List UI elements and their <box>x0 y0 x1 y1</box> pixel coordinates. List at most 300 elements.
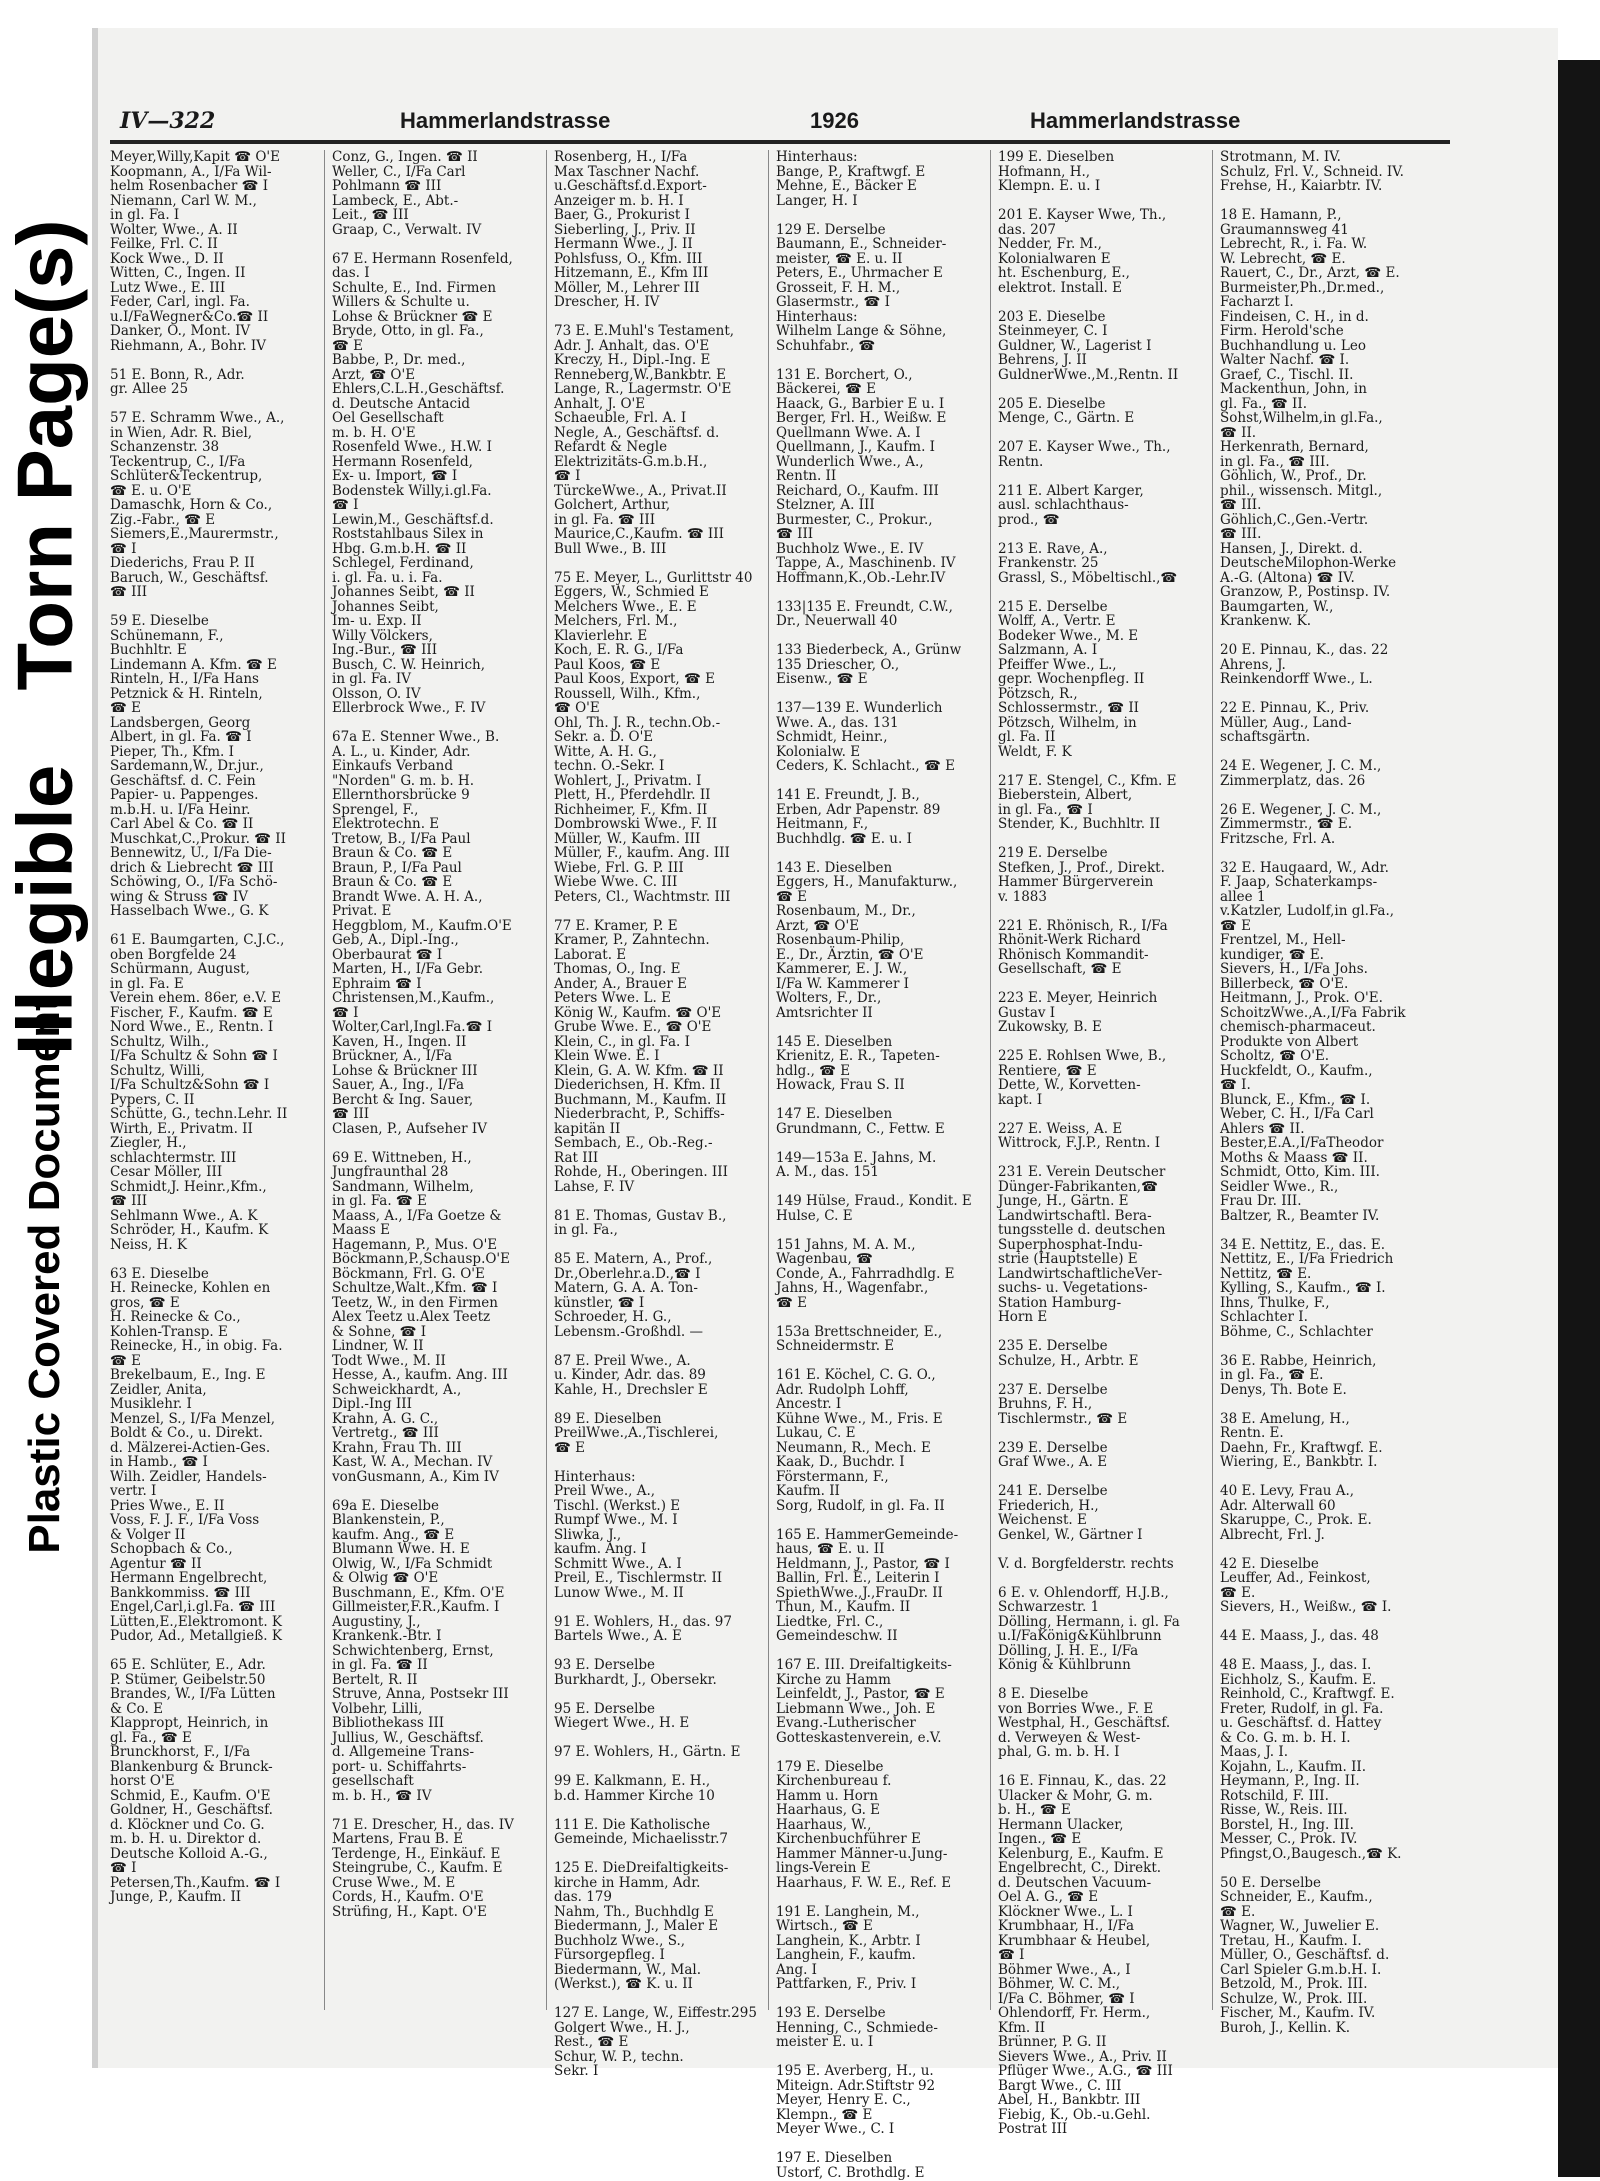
directory-line: Howack, Frau S. II <box>776 1077 905 1093</box>
directory-line: Baruch, W., Geschäftsf. <box>110 569 269 586</box>
directory-line: Sliwka, J., <box>554 1526 622 1543</box>
directory-line: Lewin,M., Geschäftsf.d. <box>332 511 494 528</box>
directory-line: 203 E. Dieselbe <box>998 308 1106 325</box>
directory-line: meister E. u. I <box>776 2034 874 2050</box>
directory-line: 77 E. Kramer, P. E <box>554 917 678 934</box>
directory-line: Böhmer, W. C. M., <box>998 1976 1121 1992</box>
directory-line: Ex- u. Import, ☎ I <box>332 468 458 484</box>
directory-line: Nedder, Fr. M., <box>998 236 1102 252</box>
directory-line: Haarhaus, W., <box>776 1816 872 1833</box>
directory-line: Hermann Rosenfeld, <box>332 453 473 470</box>
directory-line <box>776 1354 976 1369</box>
directory-line: i. gl. Fa. u. i. Fa. <box>332 569 443 586</box>
directory-line: 93 E. Derselbe <box>554 1657 656 1673</box>
directory-line: Station Hamburg- <box>998 1294 1122 1311</box>
directory-line: Augustiny, J., <box>332 1613 421 1630</box>
directory-line: 217 E. Stengel, C., Kfm. E <box>998 772 1177 789</box>
directory-line: 69a E. Dieselbe <box>332 1497 439 1514</box>
directory-line: Brandt Wwe. A. H. A., <box>332 888 483 905</box>
directory-line: Sehlmann Wwe., A. K <box>110 1207 258 1224</box>
directory-line: u.I/FaWegner&Co.☎ II <box>110 308 269 325</box>
directory-line: Jahns, H., Wagenfabr., <box>776 1280 929 1296</box>
directory-line: Grosseit, F. H. M., <box>776 279 901 296</box>
directory-line: 125 E. DieDreifaltigkeits- <box>554 1860 729 1876</box>
directory-line: 133 Biederbeck, A., Grünw <box>776 642 962 658</box>
directory-line: das. 207 <box>998 221 1056 238</box>
directory-line: in gl. Fa. ☎ E <box>332 1193 427 1209</box>
directory-line: 213 E. Rave, A., <box>998 540 1108 557</box>
directory-line: Ahrens, J. <box>1220 656 1286 673</box>
directory-line: 89 E. Dieselben <box>554 1410 662 1427</box>
directory-line: Blankenstein, P., <box>332 1512 445 1528</box>
year: 1926 <box>810 108 859 133</box>
directory-line: Krumbhaar, H., I/Fa <box>998 1918 1135 1934</box>
directory-line: Kirche zu Hamm <box>776 1671 891 1688</box>
directory-line: horst O'E <box>110 1773 175 1789</box>
directory-line: suchs- u. Vegetations- <box>998 1280 1148 1296</box>
directory-line: Rhönit-Werk Richard <box>998 932 1141 948</box>
directory-line <box>998 1325 1198 1340</box>
directory-line: 48 E. Maass, J., das. I. <box>1220 1657 1372 1673</box>
directory-line: Sekr. I <box>554 2063 599 2079</box>
directory-line: Mackenthun, John, in <box>1220 381 1367 397</box>
directory-line: 147 E. Dieselben <box>776 1106 893 1122</box>
directory-line <box>1220 687 1440 702</box>
directory-line: 65 E. Schlüter, E., Adr. <box>110 1657 266 1673</box>
directory-line <box>332 1484 532 1499</box>
directory-line: Johannes Seibt, <box>332 598 439 615</box>
directory-line: ☎ E <box>110 1352 141 1369</box>
directory-line <box>554 1687 754 1702</box>
directory-line: Abel, H., Bankbtr. III <box>998 2092 1141 2108</box>
directory-line: schaftsgärtn. <box>1220 729 1311 745</box>
directory-line: in gl. Fa., ☎ III. <box>1220 453 1330 470</box>
directory-line: port- u. Schiffahrts- <box>332 1758 467 1775</box>
directory-line: Peters, Cl., Wachtmstr. III <box>554 888 731 905</box>
directory-line: Buchholz Wwe., E. IV <box>776 540 924 557</box>
directory-line: 161 E. Köchel, C. G. O., <box>776 1367 936 1383</box>
directory-line <box>554 1238 754 1253</box>
directory-line <box>554 904 754 919</box>
directory-line: Bargt Wwe., C. III <box>998 2077 1122 2094</box>
directory-line: Wolters, F., Dr., <box>776 990 882 1006</box>
directory-line: Lohse & Brückner ☎ E <box>332 308 493 325</box>
directory-line: Weber, C. H., I/Fa Carl <box>1220 1106 1374 1122</box>
directory-line: Goldner, H., Geschäftsf. <box>110 1802 273 1818</box>
column-2 <box>332 150 532 2020</box>
directory-line: Blunck, E., Kfm., ☎ I. <box>1220 1091 1371 1108</box>
directory-line: in gl. Fa. IV <box>332 671 412 687</box>
directory-line: Geb, A., Dipl.-Ing., <box>332 932 459 948</box>
directory-line <box>776 1890 976 1905</box>
directory-line: kapt. I <box>998 1091 1043 1108</box>
directory-line: Schultz, Willi, <box>110 1062 205 1079</box>
directory-line: 141 E. Freundt, J. B., <box>776 787 920 803</box>
directory-line <box>1220 1542 1440 1557</box>
directory-line: kapitän II <box>554 1120 621 1137</box>
directory-line: Ohlendorff, Fr. Herm., <box>998 2005 1151 2021</box>
directory-line: Hinterhaus: <box>776 308 858 325</box>
directory-line: Böckmann, Frl. G. O'E <box>332 1265 485 1282</box>
directory-line: Eggers, W., Schmied E <box>554 584 709 600</box>
directory-line: Klavierlehr. E <box>554 627 648 644</box>
directory-line: Bange, P., Kraftwgf. E <box>776 163 926 180</box>
directory-line: 227 E. Weiss, A. E <box>998 1120 1123 1137</box>
directory-line: 59 E. Dieselbe <box>110 613 209 629</box>
directory-line <box>110 397 310 412</box>
directory-line: Huckfeldt, O., Kaufm., <box>1220 1062 1373 1079</box>
directory-line: Klempn. E. u. I <box>998 178 1101 194</box>
directory-line: Stefken, J., Prof., Direkt. <box>998 859 1165 876</box>
directory-line: 22 E. Pinnau, K., Priv. <box>1220 700 1370 716</box>
directory-line: Schwichtenberg, Ernst, <box>332 1642 494 1659</box>
directory-line: Dr.,Oberlehr.a.D.,☎ I <box>554 1265 701 1282</box>
directory-line: Papier- u. Pappenges. <box>110 787 259 803</box>
directory-line: Steinmeyer, C. I <box>998 323 1108 339</box>
directory-line: Sembach, E., Ob.-Reg.- <box>554 1135 713 1151</box>
directory-line: Kaak, D., Buchdr. I <box>776 1454 905 1470</box>
directory-line: Sohst,Wilhelm,in gl.Fa., <box>1220 410 1383 426</box>
directory-line: Neumann, R., Mech. E <box>776 1439 931 1456</box>
directory-line: Diederichs, Frau P. II <box>110 555 255 571</box>
directory-line: 197 E. Dieselben <box>776 2150 893 2166</box>
directory-line: Martens, Frau B. E <box>332 1831 464 1847</box>
directory-line: Babbe, P., Dr. med., <box>332 352 466 368</box>
directory-line: Buchholz Wwe., S., <box>554 1932 686 1949</box>
directory-line: Bankkommiss. ☎ III <box>110 1584 251 1601</box>
directory-line: d. Verweyen & West- <box>998 1729 1141 1746</box>
directory-line: 61 E. Baumgarten, C.J.C., <box>110 932 285 948</box>
directory-line: Rentn. <box>998 453 1044 470</box>
directory-line: Dölling, J. H. E., I/Fa <box>998 1642 1139 1659</box>
directory-line: Rest., ☎ E <box>554 2034 629 2050</box>
directory-line: Kolonialw. E <box>776 743 861 760</box>
directory-line: Leit., ☎ III <box>332 207 409 223</box>
directory-line: Klappropt, Heinrich, in <box>110 1715 269 1731</box>
directory-line: Carl Spieler G.m.b.H. I. <box>1220 1961 1382 1978</box>
directory-line: Tretau, H., Kaufm. I. <box>1220 1932 1362 1949</box>
directory-line: Rohde, H., Oberingen. III <box>554 1164 728 1180</box>
torn-pages-label: Torn Page(s) <box>0 219 89 691</box>
page-header <box>110 108 1450 140</box>
directory-line: Hamm u. Horn <box>776 1787 879 1804</box>
directory-line: Schmidt,J. Heinr.,Kfm., <box>110 1178 267 1195</box>
directory-line: Hulse, C. E <box>776 1207 853 1224</box>
directory-line: Elektrotechn. E <box>332 816 440 832</box>
directory-line: Kast, W. A., Mechan. IV <box>332 1454 493 1470</box>
directory-line: Krumbhaar & Heubel, <box>998 1932 1151 1949</box>
directory-line: Borstel, H., Ing. III. <box>1220 1816 1354 1833</box>
directory-line <box>1220 745 1440 760</box>
directory-line: gros, ☎ E <box>110 1294 180 1311</box>
directory-line: Brandes, W., I/Fa Lütten <box>110 1686 276 1702</box>
directory-line: 34 E. Nettitz, E., das. E. <box>1220 1236 1386 1253</box>
directory-line: Ziegler, H., <box>110 1135 187 1151</box>
directory-line: Ulacker & Mohr, G. m. <box>998 1787 1153 1804</box>
directory-line: 207 E. Kayser Wwe., Th., <box>998 439 1171 455</box>
directory-line: 165 E. HammerGemeinde- <box>776 1526 959 1543</box>
directory-line: Gemeinde, Michaelisstr.7 <box>554 1831 728 1847</box>
directory-line: 73 E. E.Muhl's Testament, <box>554 323 735 339</box>
directory-line: Roussell, Wilh., Kfm., <box>554 685 701 702</box>
directory-line: 26 E. Wegener, J. C. M., <box>1220 801 1382 818</box>
directory-line: Kaufm. II <box>776 1483 840 1499</box>
directory-line: Nettitz, E., I/Fa Friedrich <box>1220 1251 1394 1267</box>
directory-line: Liedtke, Frl. C., <box>776 1613 884 1630</box>
directory-line: ☎ E <box>776 1294 807 1311</box>
directory-line <box>776 1136 976 1151</box>
directory-line: Engel,Carl,i.gl.Fa. ☎ III <box>110 1599 276 1615</box>
directory-line <box>1220 846 1440 861</box>
directory-line: Riehmann, A., Bohr. IV <box>110 337 266 354</box>
directory-line: Erben, Adr Papenstr. 89 <box>776 801 941 818</box>
directory-line: 85 E. Matern, A., Prof., <box>554 1251 713 1267</box>
directory-line <box>1220 1223 1440 1238</box>
directory-line: Schuhfabr., ☎ <box>776 337 876 354</box>
directory-line: phal, G. m. b. H. I <box>998 1744 1120 1760</box>
directory-line: Verein ehem. 86er, e.V. E <box>110 990 282 1006</box>
directory-line: Pötzsch, Wilhelm, in <box>998 714 1137 731</box>
directory-line <box>554 310 754 325</box>
directory-line: Geschäftsf. d. C. Fein <box>110 772 256 789</box>
directory-line: u. Geschäftsf. d. Hattey <box>1220 1715 1382 1731</box>
directory-line: Lütten,E.,Elektromont. K <box>110 1613 282 1630</box>
directory-line: Heitmann, J., Prok. O'E. <box>1220 990 1383 1006</box>
directory-line: Eggers, H., Manufakturw., <box>776 874 958 890</box>
directory-line: Bull Wwe., B. III <box>554 540 667 557</box>
directory-line: 237 E. Derselbe <box>998 1381 1108 1398</box>
directory-line: 149—153a E. Jahns, M. <box>776 1149 937 1166</box>
directory-line: vonGusmann, A., Kim IV <box>332 1468 499 1485</box>
directory-line: Pohlsfuss, O., Kfm. III <box>554 250 703 267</box>
directory-line <box>998 832 1198 847</box>
directory-line: Miteign. Adr.Stiftstr 92 <box>776 2077 936 2094</box>
directory-line: Hasselbach Wwe., G. K <box>110 903 269 919</box>
directory-line: ☎ E. <box>1220 1584 1256 1601</box>
directory-line: Lange, R., Lagermstr. O'E <box>554 381 732 397</box>
directory-line: Burmester, C., Prokur., <box>776 511 933 528</box>
directory-line: Carl Abel & Co. ☎ II <box>110 816 254 832</box>
directory-line <box>776 1745 976 1760</box>
directory-line: Refardt & Negle <box>554 439 668 455</box>
directory-line <box>554 1847 754 1862</box>
directory-line: Produkte von Albert <box>1220 1033 1359 1050</box>
directory-line: 201 E. Kayser Wwe, Th., <box>998 207 1167 223</box>
directory-line: Schlegel, Ferdinand, <box>332 555 474 571</box>
directory-line: Kramer, P., Zahntechn. <box>554 932 710 948</box>
directory-line: Christensen,M.,Kaufm., <box>332 990 495 1006</box>
directory-line: Niemann, Carl W. M., <box>110 192 257 209</box>
directory-line <box>1220 194 1440 209</box>
directory-line: Graef, C., Tischl. II. <box>1220 366 1354 383</box>
directory-line: & Co. G. m. b. H. I. <box>1220 1729 1351 1746</box>
directory-line: 95 E. Derselbe <box>554 1700 656 1717</box>
directory-line: Oel Gesellschaft <box>332 410 444 426</box>
directory-line: Kühne Wwe., M., Fris. E <box>776 1410 943 1427</box>
directory-line: Rauert, C., Dr., Arzt, ☎ E. <box>1220 265 1400 281</box>
directory-line: Blankenburg & Brunck- <box>110 1758 273 1775</box>
directory-line: Ang. I <box>776 1961 818 1978</box>
directory-line: chemisch-pharmaceut. <box>1220 1019 1376 1035</box>
directory-line: Lebensm.-Großhdl. — <box>554 1323 703 1340</box>
directory-line: Rosenbaum-Philip, <box>776 932 905 948</box>
directory-line: 20 E. Pinnau, K., das. 22 <box>1220 642 1389 658</box>
directory-line: Kahle, H., Drechsler E <box>554 1381 708 1398</box>
directory-line <box>554 1194 754 1209</box>
directory-line <box>776 1992 976 2007</box>
directory-line: DeutscheMilophon-Werke <box>1220 555 1397 571</box>
directory-line: Sandmann, Wilhelm, <box>332 1178 474 1195</box>
directory-line <box>998 1542 1198 1557</box>
directory-line: Denys, Th. Bote E. <box>1220 1381 1347 1398</box>
directory-line: Eisenw., ☎ E <box>776 671 868 687</box>
directory-line: 63 E. Dieselbe <box>110 1265 209 1282</box>
directory-line: Klein, G. A. W. Kfm. ☎ II <box>554 1062 724 1079</box>
directory-line: Berger, Frl. H., Weißw. E <box>776 410 947 426</box>
directory-line: Granzow, P., Postinsp. IV. <box>1220 584 1391 600</box>
directory-line: F. Jaap, Schaterkamps- <box>1220 874 1378 890</box>
directory-line: 24 E. Wegener, J. C. M., <box>1220 758 1382 774</box>
directory-line: Damaschk, Horn & Co., <box>110 497 273 513</box>
directory-line: gl. Fa., ☎ E <box>110 1729 192 1746</box>
directory-line: ☎ I <box>110 1860 137 1876</box>
directory-line: 133|135 E. Freundt, C.W., <box>776 598 953 615</box>
directory-line: Graumannsweg 41 <box>1220 221 1349 238</box>
directory-line: prod., ☎ <box>998 511 1060 528</box>
directory-line: Firm. Herold'sche <box>1220 323 1344 339</box>
directory-line <box>998 759 1198 774</box>
directory-line: Müller, Aug., Land- <box>1220 714 1352 731</box>
directory-line: Koopmann, A., I/Fa Wil- <box>110 163 272 180</box>
directory-line: von Borries Wwe., F. E <box>998 1700 1154 1717</box>
directory-line: Grube Wwe. E., ☎ O'E <box>554 1019 712 1035</box>
column-1 <box>110 150 310 2020</box>
directory-line: Busch, C. W. Heinrich, <box>332 656 486 673</box>
directory-line: Wwe. A., das. 131 <box>776 714 899 731</box>
directory-line: A. M., das. 151 <box>776 1164 879 1180</box>
directory-line: ☎ E <box>776 888 807 905</box>
directory-line: Peters Wwe. L. E <box>554 990 671 1006</box>
directory-line: Rosenbaum, M., Dr., <box>776 903 916 919</box>
directory-line: Kelenburg, E., Kaufm. E <box>998 1845 1164 1862</box>
directory-line: Johannes Seibt, ☎ II <box>332 584 475 600</box>
directory-line: Hammer Bürgerverein <box>998 874 1154 890</box>
directory-line: Adr. J. Anhalt, das. O'E <box>554 337 710 354</box>
directory-line: Sekr. a. D. O'E <box>554 729 654 745</box>
directory-line: Horn E <box>998 1309 1048 1325</box>
directory-line: Haarhaus, F. W. E., Ref. E <box>776 1874 952 1891</box>
directory-line: Daehn, Fr., Kraftwgf. E. <box>1220 1439 1383 1456</box>
directory-line: Langer, H. I <box>776 192 858 209</box>
directory-line: Glasermstr., ☎ I <box>776 294 890 310</box>
directory-line: Steingrube, C., Kaufm. E <box>332 1860 503 1876</box>
directory-line: Bodenstek Willy,i.gl.Fa. <box>332 482 492 499</box>
directory-line: 40 E. Levy, Frau A., <box>1220 1483 1355 1499</box>
directory-line: Behrens, J. II <box>998 352 1087 368</box>
directory-line: Baltzer, R., Beamter IV. <box>1220 1207 1380 1224</box>
directory-line: A. L., u. Kinder, Adr. <box>332 743 471 760</box>
directory-line: Wolter, Wwe., A. II <box>110 221 238 238</box>
directory-line: 127 E. Lange, W., Eiffestr.295 <box>554 2005 757 2021</box>
directory-line: Hofmann, H., <box>998 163 1091 180</box>
directory-line: Sardemann,W., Dr.jur., <box>110 758 264 774</box>
directory-line: Zimmerplatz, das. 26 <box>1220 772 1366 789</box>
directory-line: Lunow Wwe., M. II <box>554 1584 684 1601</box>
directory-line: ☎ E <box>1220 917 1251 934</box>
directory-line: 6 E. v. Ohlendorff, H.J.B., <box>998 1584 1169 1601</box>
directory-line: Göhlich, W., Prof., Dr. <box>1220 468 1367 484</box>
directory-line: meister, ☎ E. u. II <box>776 250 903 267</box>
directory-line: Müller, F., kaufm. Ang. III <box>554 845 730 861</box>
directory-line: Kylling, S., Kaufm., ☎ I. <box>1220 1280 1386 1296</box>
directory-line: Haarhaus, G. E <box>776 1802 881 1818</box>
directory-line: in gl. Fa. E <box>110 975 184 992</box>
directory-line: König W., Kaufm. ☎ O'E <box>554 1004 722 1021</box>
directory-line: Zeidler, Anita, <box>110 1381 207 1398</box>
directory-line: Hbg. G.m.b.H. ☎ II <box>332 540 467 557</box>
directory-line: Nettitz, ☎ E. <box>1220 1265 1312 1282</box>
directory-line: ☎ III <box>110 584 148 600</box>
directory-line: Langhein, F., kaufm. <box>776 1947 916 1963</box>
directory-line: Feilke, Frl. C. II <box>110 236 218 252</box>
directory-line: Lohse & Brückner III <box>332 1062 478 1079</box>
directory-line: kundiger, ☎ E. <box>1220 946 1324 963</box>
directory-line: Jullius, W., Geschäftsf. <box>332 1729 484 1746</box>
directory-line: 67a E. Stenner Wwe., B. <box>332 729 500 745</box>
directory-line: Baer, G., Prokurist I <box>554 207 690 223</box>
directory-line: H. Reinecke & Co., <box>110 1309 241 1325</box>
directory-line: Heggblom, M., Kaufm.O'E <box>332 917 512 934</box>
scan-edge-notch <box>1558 0 1600 60</box>
directory-line: in Hamb., ☎ I <box>110 1454 208 1470</box>
directory-line: Arzt, ☎ O'E <box>332 366 416 383</box>
directory-line: 16 E. Finnau, K., das. 22 <box>998 1773 1167 1789</box>
directory-line: Bibliothekass III <box>332 1715 445 1731</box>
directory-line: Niederbracht, P., Schiffs- <box>554 1106 725 1122</box>
directory-line: Lahse, F. IV <box>554 1178 635 1195</box>
directory-line: Reinhold, C., Kraftwgf. E. <box>1220 1686 1395 1702</box>
directory-line <box>332 716 532 731</box>
directory-line: strie (Hauptstelle) E <box>998 1251 1138 1267</box>
directory-line <box>776 2050 976 2065</box>
directory-line: Schmidt, Otto, Kim. III. <box>1220 1164 1380 1180</box>
directory-line: Arzt, ☎ O'E <box>776 917 860 934</box>
directory-line: Scholtz, ☎ O'E. <box>1220 1048 1330 1064</box>
directory-line: Messer, C., Prok. IV. <box>1220 1831 1358 1847</box>
plastic-covered-label: Plastic Covered Document <box>20 996 69 1554</box>
directory-line: Grundmann, C., Fettw. E <box>776 1120 945 1137</box>
directory-line: ausl. schlachthaus- <box>998 497 1129 513</box>
directory-line <box>776 1513 976 1528</box>
directory-line: 18 E. Hamann, P., <box>1220 207 1342 223</box>
directory-line <box>1220 1397 1440 1412</box>
directory-line: Alex Teetz u.Alex Teetz <box>332 1309 491 1325</box>
directory-line: Negle, A., Geschäftsf. d. <box>554 424 720 441</box>
directory-line <box>110 919 310 934</box>
directory-line: d. Mälzerei-Actien-Ges. <box>110 1439 271 1456</box>
directory-line: Rosenfeld Wwe., H.W. I <box>332 439 492 455</box>
directory-line: ☎ E. <box>1220 1903 1256 1920</box>
directory-line: in gl. Fa., ☎ E. <box>1220 1367 1324 1383</box>
directory-line: in gl. Fa. I <box>110 207 180 223</box>
directory-line: Schütte, G., techn.Lehr. II <box>110 1106 288 1122</box>
directory-line: Ellerbrock Wwe., F. IV <box>332 700 486 716</box>
directory-line: Quellmann, J., Kaufm. I <box>776 439 935 455</box>
directory-line: E., Dr., Ärztin, ☎ O'E <box>776 946 924 963</box>
directory-line: 151 Jahns, M. A. M., <box>776 1236 916 1253</box>
directory-line: Billerbeck, ☎ O'E. <box>1220 975 1349 992</box>
directory-line: Seidler Wwe., R., <box>1220 1178 1339 1195</box>
